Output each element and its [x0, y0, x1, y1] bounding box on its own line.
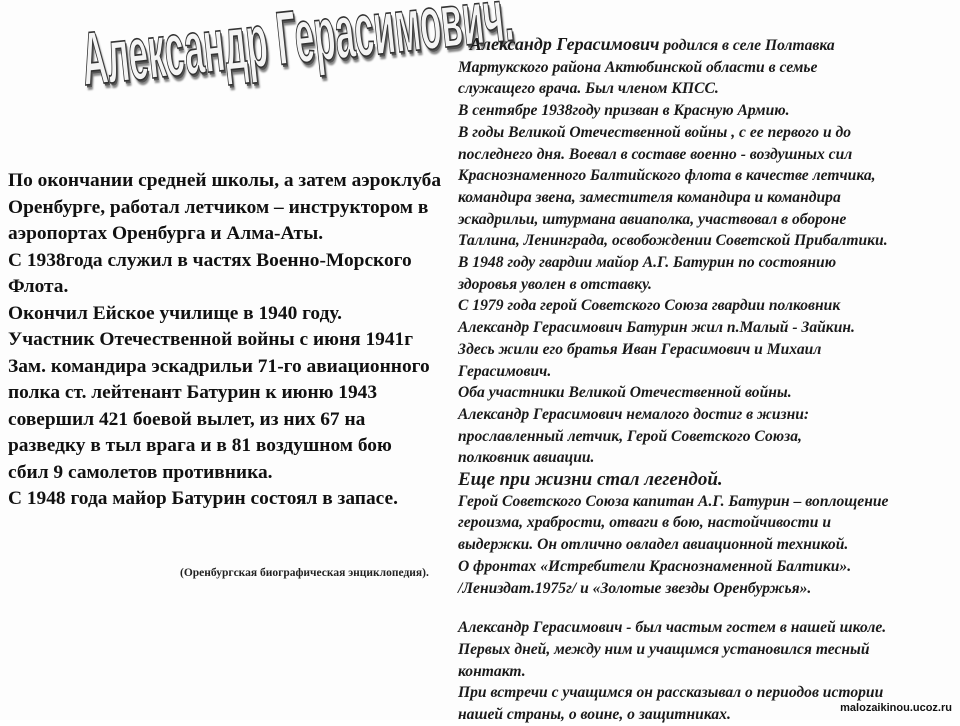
left-text-line: Флота. [8, 276, 69, 297]
right-text-line: служащего врача. Был членом КПСС. [458, 80, 719, 98]
right-text-line: прославленный летчик, Герой Советского Союза, [458, 427, 802, 445]
right-text-line: выдержки. Он отлично овладел авиационной техникой. [458, 536, 849, 554]
right-text-line: При встречи с учащимся он рассказывал о периодов истории [458, 684, 884, 702]
right-text-line: Герасимович. [458, 362, 552, 380]
page-title [78, 0, 303, 167]
left-text-line: С 1938года служил в частях Военно-Морского [8, 249, 412, 271]
right-text-line: последнего дня. Воевал в составе военно - воздушных сил [458, 145, 853, 163]
left-text-line: Зам. командира эскадрильи 71-го авиационного [8, 355, 430, 377]
right-biography-column [458, 34, 954, 726]
lead-name: Александр Герасимович [469, 34, 660, 54]
right-text-line: Краснознаменного Балтийского флота в качестве летчика, [458, 167, 876, 185]
right-text-line: Александр Герасимович Батурин жил п.Малый - Зайкин. [458, 319, 855, 337]
source-citation: (Оренбургская биографическая энциклопедия). [180, 567, 429, 579]
left-text-line: разведку в тыл врага и в 81 воздушном бою [8, 435, 392, 456]
left-biography-column [8, 168, 456, 513]
right-text-line: Оба участники Великой Отечественной войны. [458, 384, 792, 402]
paragraph-gap [458, 599, 954, 617]
right-text-line: С 1979 года герой Советского Союза гвардии полковник [458, 297, 841, 315]
right-text-line: /Лениздат.1975г/ и «Золотые звезды Оренбуржья». [458, 579, 812, 597]
right-text-line: Здесь жили его братья Иван Герасимович и Михаил [458, 340, 822, 358]
right-text-line: командира звена, заместителя командира и командира [458, 188, 841, 206]
right-text-line: Герой Советского Союза капитан А.Г. Батурин – воплощение [458, 492, 889, 510]
lead-rest: родился в селе Полтавка [659, 37, 835, 54]
right-text-line: Первых дней, между ним и учащимся установился тесный [458, 640, 870, 658]
left-text-line: аэропортах Оренбурга и Алма-Аты. [8, 223, 324, 244]
right-lead-line [458, 34, 954, 57]
right-text-line: В годы Великой Отечественной войны , с ее первого и до [458, 123, 852, 141]
right-text-line: эскадрильи, штурмана авиаполка, участвовал в обороне [458, 210, 847, 228]
left-text-line: С 1948 года майор Батурин состоял в запасе. [8, 488, 398, 509]
left-text-line: Окончил Ейское училище в 1940 году. [8, 302, 342, 324]
right-text-line: героизма, храбрости, отваги в бою, настойчивости и [458, 514, 832, 532]
left-text-line: совершил 421 боевой вылет, из них 67 на [8, 408, 366, 430]
legend-heading: Еще при жизни стал легендой. [458, 469, 723, 491]
right-text-line: контакт. [458, 662, 526, 680]
right-text-line: Мартукского района Актюбинской области в семье [458, 58, 818, 76]
right-text-line: полковник авиации. [458, 449, 595, 467]
left-text-line: полка ст. лейтенант Батурин к июню 1943 [8, 382, 378, 403]
left-text-line: сбил 9 самолетов противника. [8, 461, 273, 483]
right-text-line: нашей страны, о воине, о защитниках. [458, 706, 731, 724]
right-text-line: О фронтах «Истребители Краснознаменной Балтики». [458, 557, 852, 575]
right-text-line: Александр Герасимович - был частым гостем в нашей школе. [458, 619, 887, 637]
left-text-line: Участник Отечественной войны с июня 1941г [8, 329, 414, 350]
left-text-line: По окончании средней школы, а затем аэроклуба [8, 170, 442, 191]
left-text-line: Оренбурге, работал летчиком – инструктором в [8, 196, 429, 218]
right-text-line: В 1948 году гвардии майор А.Г. Батурин по состоянию [458, 254, 837, 272]
right-text-line: В сентябре 1938году призван в Красную Армию. [458, 102, 790, 120]
right-text-line: здоровья уволен в отставку. [458, 275, 652, 293]
right-text-line: Таллина, Ленинграда, освобождении Советской Прибалтики. [458, 232, 888, 250]
right-text-line: Александр Герасимович немалого достиг в жизни: [458, 405, 810, 423]
site-watermark: malozaikinou.ucoz.ru [840, 702, 952, 714]
